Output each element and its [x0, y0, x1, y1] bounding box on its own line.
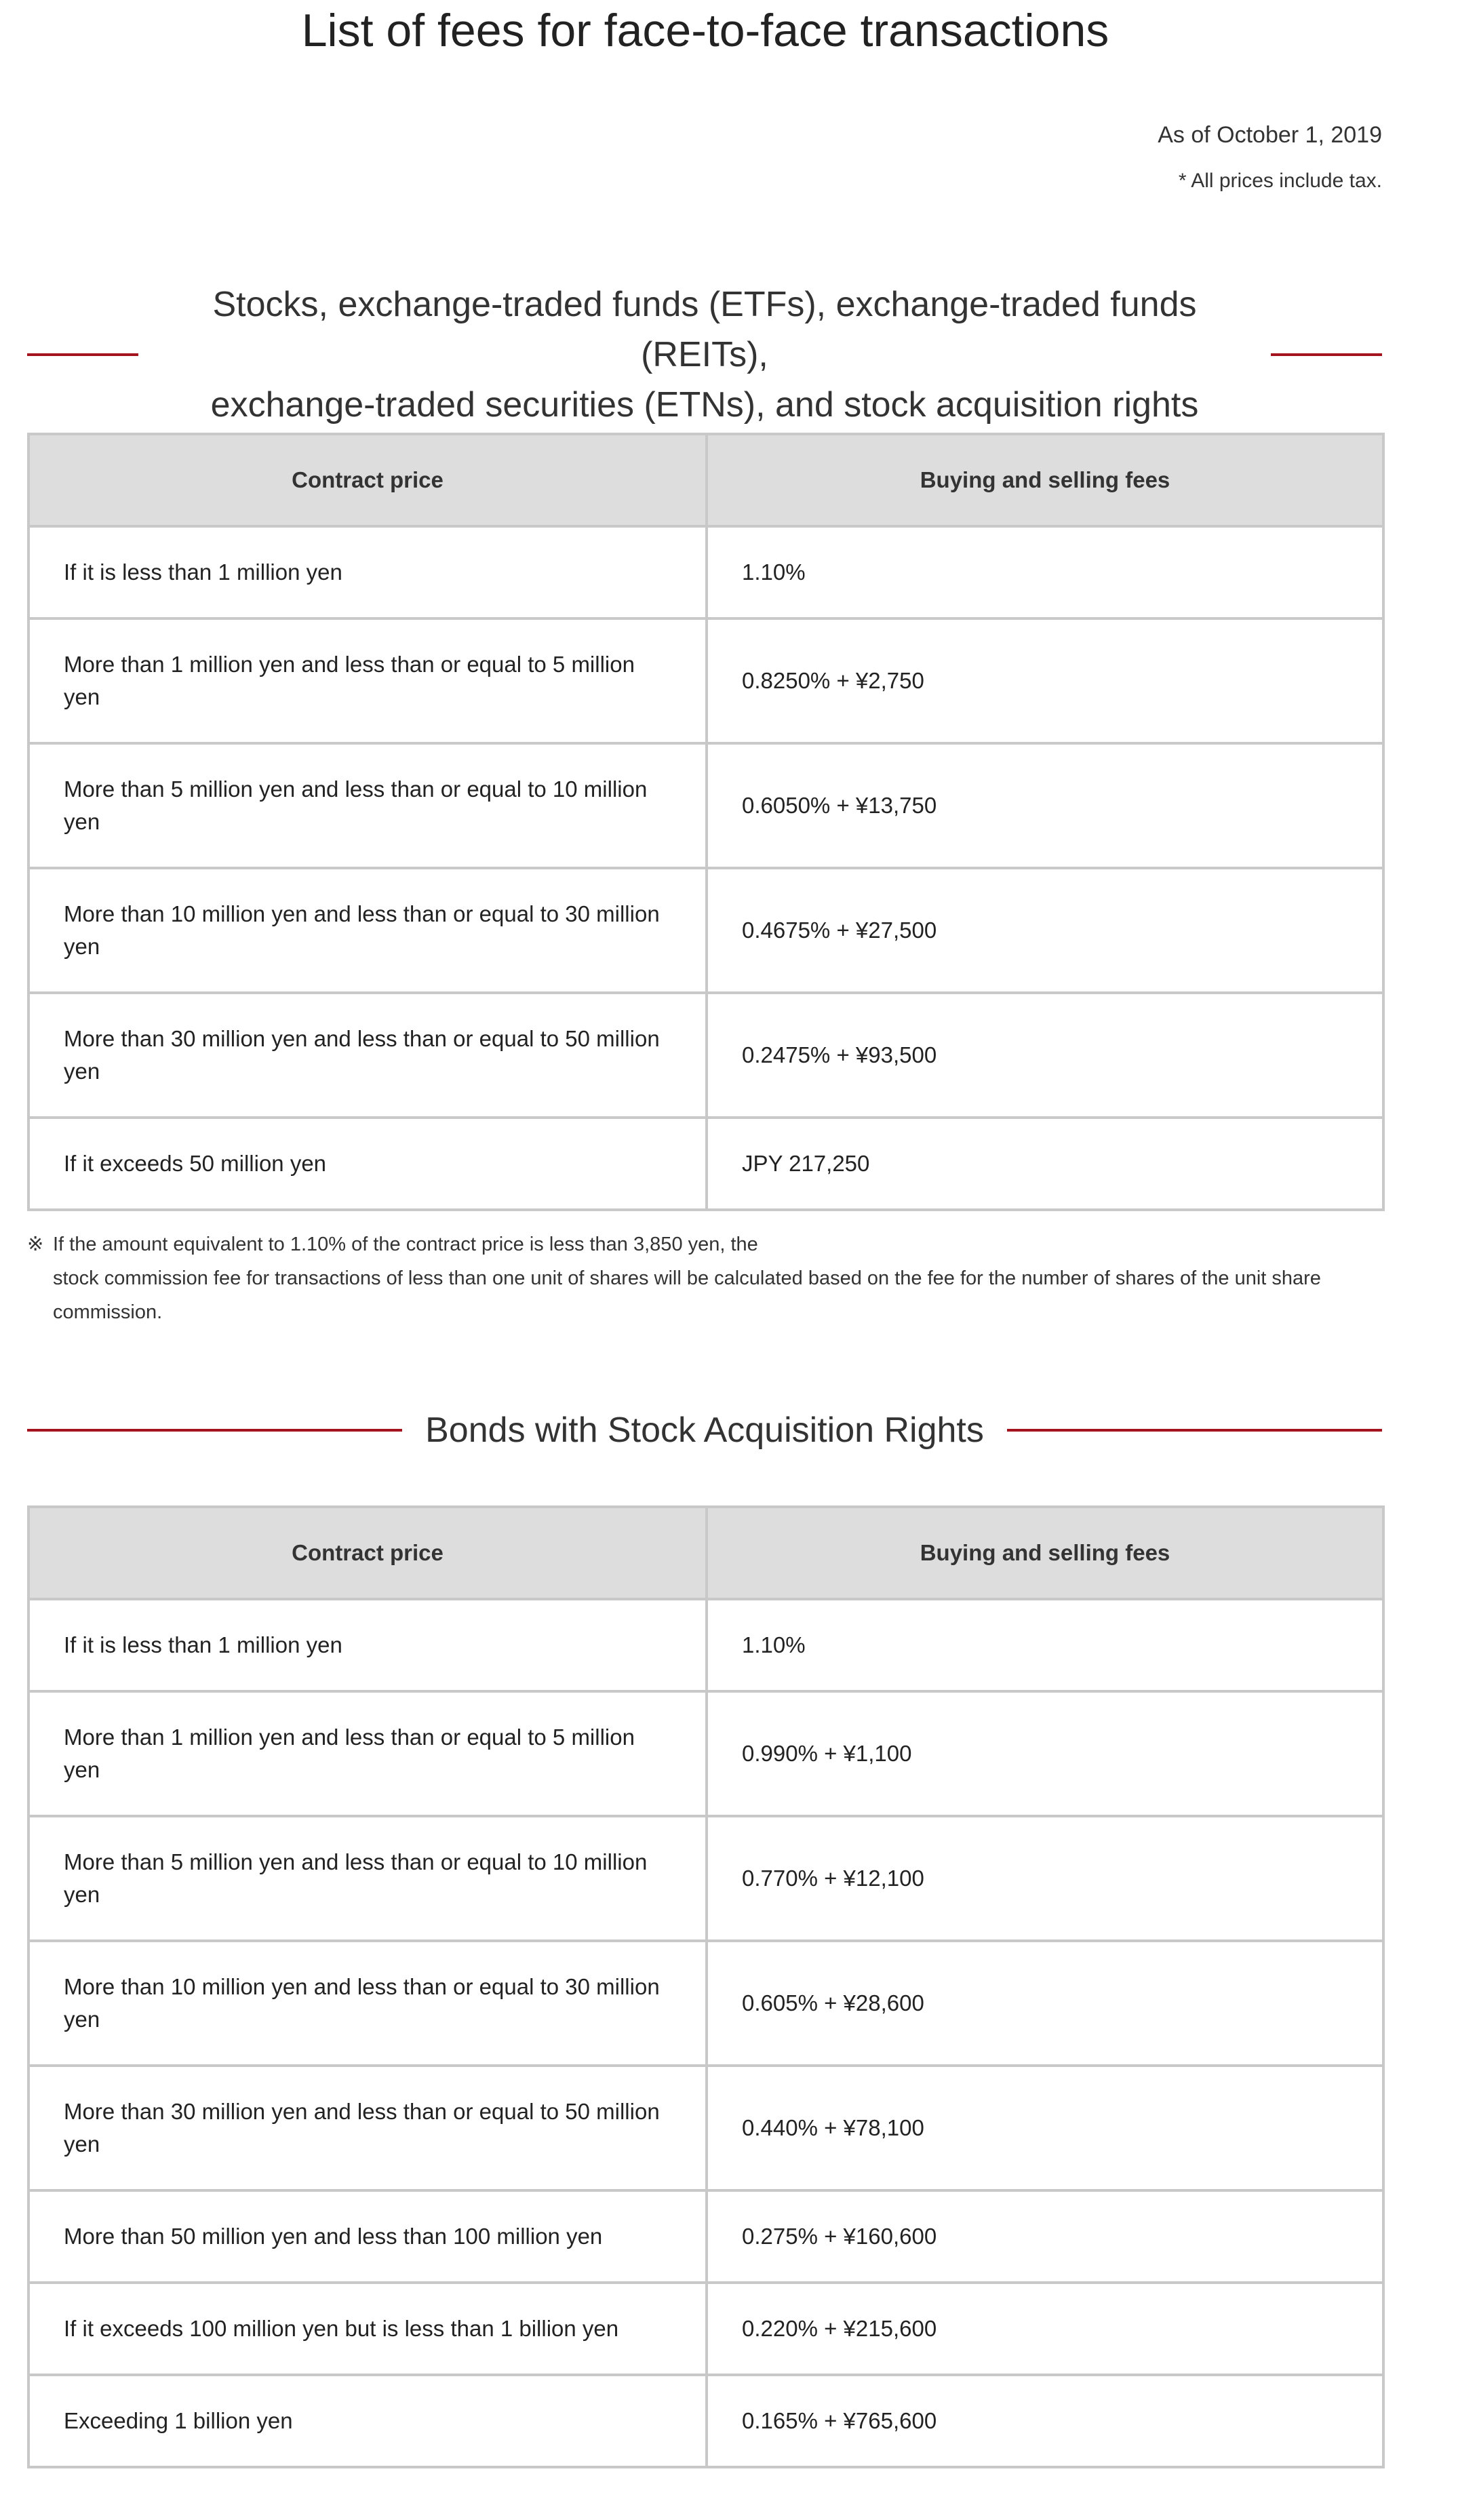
- table-row: [28, 1118, 1383, 1210]
- contract-price-cell: If it is less than 1 million yen: [28, 1599, 707, 1691]
- contract-price-cell: More than 1 million yen and less than or equal to 5 million yen: [28, 618, 707, 743]
- fee-cell: 0.8250% + ¥2,750: [707, 618, 1383, 743]
- stocks-fee-table: [27, 433, 1385, 1211]
- note-mark: ※: [27, 1234, 44, 1255]
- fee-cell: 0.6050% + ¥13,750: [707, 743, 1383, 868]
- table-row: [28, 1599, 1383, 1691]
- fee-cell: 0.275% + ¥160,600: [707, 2190, 1383, 2283]
- column-header-fees: Buying and selling fees: [707, 434, 1383, 526]
- table-row: [28, 743, 1383, 868]
- heading-rule-left: [27, 1429, 402, 1432]
- table-row: [28, 2283, 1383, 2375]
- tax-note: * All prices include tax.: [1178, 170, 1382, 192]
- heading-line-1: Stocks, exchange-traded funds (ETFs), exchange-traded funds (REITs),: [212, 285, 1197, 374]
- fee-cell: 0.990% + ¥1,100: [707, 1691, 1383, 1816]
- column-header-contract-price: Contract price: [28, 434, 707, 526]
- note-text: [53, 1227, 1383, 1329]
- contract-price-cell: More than 30 million yen and less than or equal to 50 million yen: [28, 993, 707, 1118]
- table-header-row: [28, 434, 1383, 526]
- fee-cell: 0.220% + ¥215,600: [707, 2283, 1383, 2375]
- section-heading-bonds: [27, 1405, 1382, 1455]
- table-row: [28, 2375, 1383, 2467]
- contract-price-cell: If it exceeds 100 million yen but is less than 1 billion yen: [28, 2283, 707, 2375]
- heading-rule-left: [27, 353, 138, 356]
- odd-lot-note: [27, 1227, 1383, 1329]
- contract-price-cell: More than 50 million yen and less than 100 million yen: [28, 2190, 707, 2283]
- contract-price-cell: More than 1 million yen and less than or equal to 5 million yen: [28, 1691, 707, 1816]
- table-row: [28, 1691, 1383, 1816]
- fee-cell: 1.10%: [707, 1599, 1383, 1691]
- contract-price-cell: More than 10 million yen and less than or equal to 30 million yen: [28, 1941, 707, 2066]
- heading-rule-right: [1271, 353, 1382, 356]
- note-line-1: If the amount equivalent to 1.10% of the contract price is less than 3,850 yen, the: [53, 1234, 758, 1255]
- table-row: [28, 1816, 1383, 1941]
- fee-cell: 0.605% + ¥28,600: [707, 1941, 1383, 2066]
- table-row: [28, 618, 1383, 743]
- contract-price-cell: If it exceeds 50 million yen: [28, 1118, 707, 1210]
- fee-cell: 1.10%: [707, 526, 1383, 618]
- fee-cell: 0.4675% + ¥27,500: [707, 868, 1383, 993]
- contract-price-cell: More than 10 million yen and less than or equal to 30 million yen: [28, 868, 707, 993]
- fee-cell: 0.165% + ¥765,600: [707, 2375, 1383, 2467]
- column-header-contract-price: Contract price: [28, 1507, 707, 1599]
- heading-rule-right: [1007, 1429, 1382, 1432]
- heading-line-2: exchange-traded securities (ETNs), and stock acquisition rights: [210, 385, 1199, 425]
- table-row: [28, 868, 1383, 993]
- fee-cell: JPY 217,250: [707, 1118, 1383, 1210]
- column-header-fees: Buying and selling fees: [707, 1507, 1383, 1599]
- section-heading-text: [138, 279, 1271, 430]
- contract-price-cell: More than 5 million yen and less than or equal to 10 million yen: [28, 743, 707, 868]
- contract-price-cell: More than 5 million yen and less than or equal to 10 million yen: [28, 1816, 707, 1941]
- page-title: List of fees for face-to-face transactions: [301, 5, 1109, 56]
- bonds-fee-table: [27, 1505, 1385, 2468]
- table-row: [28, 526, 1383, 618]
- section-heading-stocks: [27, 279, 1382, 430]
- table-row: [28, 2190, 1383, 2283]
- fee-cell: 0.440% + ¥78,100: [707, 2066, 1383, 2190]
- contract-price-cell: If it is less than 1 million yen: [28, 526, 707, 618]
- note-line-3: commission.: [53, 1301, 163, 1323]
- contract-price-cell: Exceeding 1 billion yen: [28, 2375, 707, 2467]
- table-row: [28, 993, 1383, 1118]
- table-row: [28, 2066, 1383, 2190]
- table-row: [28, 1941, 1383, 2066]
- section-heading-text: Bonds with Stock Acquisition Rights: [425, 1411, 984, 1450]
- fee-cell: 0.770% + ¥12,100: [707, 1816, 1383, 1941]
- table-header-row: [28, 1507, 1383, 1599]
- contract-price-cell: More than 30 million yen and less than or equal to 50 million yen: [28, 2066, 707, 2190]
- as-of-date: As of October 1, 2019: [1158, 122, 1382, 148]
- note-line-2: stock commission fee for transactions of less than one unit of shares will be calculated based on the fee for the number of shares of the unit share: [53, 1267, 1321, 1289]
- fee-cell: 0.2475% + ¥93,500: [707, 993, 1383, 1118]
